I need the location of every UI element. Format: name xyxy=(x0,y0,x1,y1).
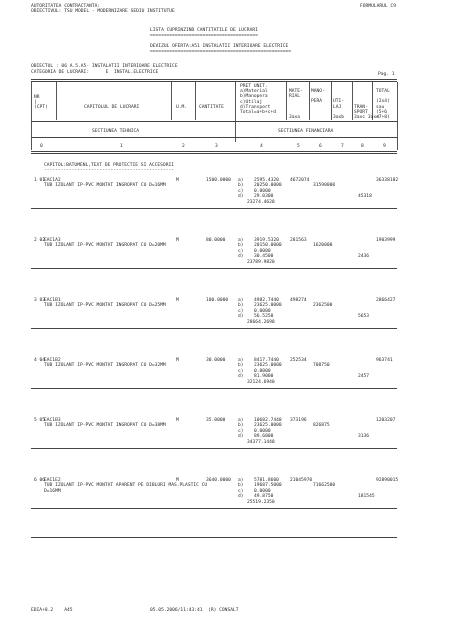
labour-unit-price: 23625.0000 xyxy=(254,423,282,429)
category-label: CATEGORIA DE LUCRARI: E INSTAL.ELECTRICE xyxy=(31,70,159,75)
col-header-chapter: CAPITOLUL DE LUCRARI xyxy=(84,105,140,110)
item-description-2: D=16MM xyxy=(44,488,61,494)
material-value: 4672074 xyxy=(290,178,310,183)
quantity: 1500.0000 xyxy=(206,178,231,183)
equipment-unit-price: 0.0000 xyxy=(254,428,271,434)
devize-underline: =================================================== xyxy=(150,49,292,54)
col-number: 5 xyxy=(297,144,300,149)
price-component-marker: d) xyxy=(238,314,244,320)
transport-unit-price: 89.6000 xyxy=(254,434,274,440)
price-component-marker: d) xyxy=(238,494,244,500)
price-component-marker: a) xyxy=(238,298,244,303)
price-component-marker: c) xyxy=(238,428,244,434)
transport-unit-price: 49.8750 xyxy=(254,494,274,500)
equipment-unit-price: 0.0000 xyxy=(254,188,271,194)
price-component-marker: c) xyxy=(238,308,244,314)
col-number: 1 xyxy=(120,144,123,149)
chapter-title: CAPITOL:BATUMENL,TEXT DE PROTECTIE SI ACCESORII xyxy=(44,163,174,168)
total-value: 36338182 xyxy=(376,178,399,183)
labour-unit-price: 19687.5000 xyxy=(254,483,282,489)
col-number: 3 xyxy=(215,144,218,149)
row-separator xyxy=(31,388,397,389)
total-value: 963741 xyxy=(376,358,393,363)
form-label: FORMULARUL C9 xyxy=(360,4,396,9)
price-component-marker: b) xyxy=(238,483,244,489)
total-value: 1203207 xyxy=(376,418,396,423)
devize-title: DEVIZUL OFERTA:A51 INSTALATII INTERIOARE ELECTRICE xyxy=(150,44,289,49)
material-value: 252534 xyxy=(290,358,307,363)
item-code: EAC1E2 xyxy=(44,478,61,483)
item-code: EAC1B2 xyxy=(44,358,61,363)
unit-price-total: 23789.9820 xyxy=(247,259,275,265)
col-header-sum-line: 3axa xyxy=(289,115,301,120)
price-component-marker: a) xyxy=(238,418,244,423)
equipment-unit-price: 0.0000 xyxy=(254,488,271,494)
row-separator xyxy=(31,328,397,329)
labour-unit-price: 20150.0000 xyxy=(254,243,282,249)
title-underline: ======================================= xyxy=(150,33,258,38)
price-component-marker: a) xyxy=(238,358,244,363)
price-component-marker: c) xyxy=(238,188,244,194)
section-financial: SECTIUNEA FINANCIARA xyxy=(278,129,334,134)
price-component-marker: d) xyxy=(238,374,244,380)
price-component-marker: d) xyxy=(238,194,244,200)
row-separator xyxy=(31,208,397,209)
item-code: EAC1B3 xyxy=(44,418,61,423)
object-label: OBIECTUL : 06 A.5.A5- INSTALATII INTERIOARE ELECTRICE xyxy=(31,64,178,69)
price-component-marker: c) xyxy=(238,248,244,254)
item-description: TUB IZOLANT IP-PVC MONTAT INGROPAT CU D=38MM xyxy=(44,423,166,429)
col-header-nr: NR | (CPT) xyxy=(34,95,48,111)
material-unit-price: 5781.8600 xyxy=(254,478,279,483)
item-code: EAC1A2 xyxy=(44,178,61,183)
price-component-marker: c) xyxy=(238,368,244,374)
footer-timestamp: 05.05.2006/11:43:41 (R) CONSALT xyxy=(150,608,239,613)
col-number: 0 xyxy=(40,144,43,149)
unit-of-measure: M xyxy=(176,418,179,423)
labour-value: 31590000 xyxy=(313,183,336,189)
page-number: Pag. 1 xyxy=(378,72,395,77)
price-component-marker: a) xyxy=(238,178,244,183)
labour-value: 826875 xyxy=(313,423,330,429)
section-technical: SECTIUNEA TEHNICA xyxy=(92,129,140,134)
table-bottom-rule xyxy=(31,537,397,538)
item-description: TUB IZOLANT IP-PVC MONTAT APARENT PE DIBLURI MAS.PLASTIC CU xyxy=(44,483,208,489)
row-number: 1 01 xyxy=(34,178,46,183)
transport-value: 181545 xyxy=(358,494,375,500)
col-header-manopera: MANO- PERA xyxy=(311,89,325,105)
col-number: 8 xyxy=(361,144,364,149)
quantity: 100.0000 xyxy=(206,298,229,303)
unit-price-total: 28664.2690 xyxy=(247,319,275,325)
unit-of-measure: M xyxy=(176,298,179,303)
material-unit-price: 3919.5320 xyxy=(254,238,279,243)
equipment-unit-price: 0.0000 xyxy=(254,308,271,314)
row-separator xyxy=(31,268,397,269)
material-unit-price: 4982.7440 xyxy=(254,298,279,303)
transport-unit-price: 30.4500 xyxy=(254,254,274,260)
col-header-utilaj: UTI- LAJ 3axb xyxy=(333,99,345,121)
document-title: LISTA CUPRINZIND CANTITATILE DE LUCRARI xyxy=(150,28,258,33)
total-value: 2866427 xyxy=(376,298,396,303)
transport-unit-price: 81.9000 xyxy=(254,374,274,380)
unit-price-total: 32124.6940 xyxy=(247,379,275,385)
item-code: EAC1A3 xyxy=(44,238,61,243)
row-number: 6 06 xyxy=(34,478,46,483)
price-component-marker: d) xyxy=(238,254,244,260)
col-header-unit-price: PRET UNIT. a)Material b)Manopera c)Utilaj d)Transport Total=a+b+c+d xyxy=(240,84,276,116)
unit-price-total: 34377.1440 xyxy=(247,439,275,445)
quantity: 80.0000 xyxy=(206,238,226,243)
row-number: 4 04 xyxy=(34,358,46,363)
material-value: 21045970 xyxy=(290,478,313,483)
price-component-marker: b) xyxy=(238,183,244,189)
unit-of-measure: M xyxy=(176,178,179,183)
row-number: 5 05 xyxy=(34,418,46,423)
quantity: 35.0000 xyxy=(206,418,226,423)
authority-label: AUTORITATEA CONTRACTANTA: xyxy=(31,4,101,9)
total-value: 1903999 xyxy=(376,238,396,243)
price-component-marker: d) xyxy=(238,434,244,440)
footer-software: EDIA+8.2 A45 xyxy=(31,608,73,613)
transport-value: 3136 xyxy=(358,434,370,440)
row-number: 2 02 xyxy=(34,238,46,243)
price-component-marker: b) xyxy=(238,363,244,369)
row-separator xyxy=(31,508,397,509)
labour-unit-price: 23625.0000 xyxy=(254,303,282,309)
col-number: 9 xyxy=(383,144,386,149)
unit-of-measure: M xyxy=(176,358,179,363)
total-value: 92890015 xyxy=(376,478,399,483)
objective-label: OBIECTIVUL: TSU MODEL - MODERNIZARE SEDIU INSTITUTUE xyxy=(31,9,175,14)
material-unit-price: 8417.7440 xyxy=(254,358,279,363)
material-unit-price: 10682.7440 xyxy=(254,418,282,423)
transport-value: 2436 xyxy=(358,254,370,260)
item-description: TUB IZOLANT IP-PVC MONTAT INGROPAT CU D=16MM xyxy=(44,183,166,189)
item-code: EAC1B1 xyxy=(44,298,61,303)
price-component-marker: a) xyxy=(238,478,244,483)
col-header-qty: CANTITATE xyxy=(199,105,224,110)
col-number: 2 xyxy=(182,144,185,149)
labour-value: 1620000 xyxy=(313,243,333,249)
col-header-material: MATE- RIAL xyxy=(289,89,303,100)
labour-value: 2362500 xyxy=(313,303,333,309)
col-number: 4 xyxy=(260,144,263,149)
equipment-unit-price: 0.0000 xyxy=(254,248,271,254)
labour-value: 71662500 xyxy=(313,483,336,489)
price-component-marker: a) xyxy=(238,238,244,243)
material-value: 281563 xyxy=(290,238,307,243)
price-component-marker: b) xyxy=(238,423,244,429)
price-component-marker: c) xyxy=(238,488,244,494)
labour-unit-price: 20250.0000 xyxy=(254,183,282,189)
unit-of-measure: M xyxy=(176,478,179,483)
unit-price-total: 25519.2350 xyxy=(247,499,275,505)
transport-value: 5653 xyxy=(358,314,370,320)
row-separator xyxy=(31,448,397,449)
labour-value: 708750 xyxy=(313,363,330,369)
unit-of-measure: M xyxy=(176,238,179,243)
price-component-marker: b) xyxy=(238,303,244,309)
col-number: 7 xyxy=(341,144,344,149)
transport-value: 2457 xyxy=(358,374,370,380)
chapter-underline: ----------------------------------------------- xyxy=(44,168,174,173)
material-value: 498274 xyxy=(290,298,307,303)
item-description: TUB IZOLANT IP-PVC MONTAT INGROPAT CU D=20MM xyxy=(44,243,166,249)
quantity: 3640.0000 xyxy=(206,478,231,483)
col-header-total: TOTAL (2x4) sau (5+6 +7+8) xyxy=(376,89,390,121)
item-description: TUB IZOLANT IP-PVC MONTAT INGROPAT CU D=25MM xyxy=(44,303,166,309)
transport-value: 45318 xyxy=(358,194,372,200)
col-header-um: U.M. xyxy=(176,105,188,110)
equipment-unit-price: 0.0000 xyxy=(254,368,271,374)
material-value: 373196 xyxy=(290,418,307,423)
unit-price-total: 23274.4620 xyxy=(247,199,275,205)
material-unit-price: 2595.4320 xyxy=(254,178,279,183)
labour-unit-price: 23625.0000 xyxy=(254,363,282,369)
transport-unit-price: 56.5250 xyxy=(254,314,274,320)
price-component-marker: b) xyxy=(238,243,244,249)
col-header-transport: TRAN- SPORT 3axc 3axd xyxy=(354,104,379,121)
col-number: 6 xyxy=(319,144,322,149)
quantity: 30.0000 xyxy=(206,358,226,363)
row-number: 3 03 xyxy=(34,298,46,303)
item-description: TUB IZOLANT IP-PVC MONTAT INGROPAT CU D=32MM xyxy=(44,363,166,369)
transport-unit-price: 29.0300 xyxy=(254,194,274,200)
